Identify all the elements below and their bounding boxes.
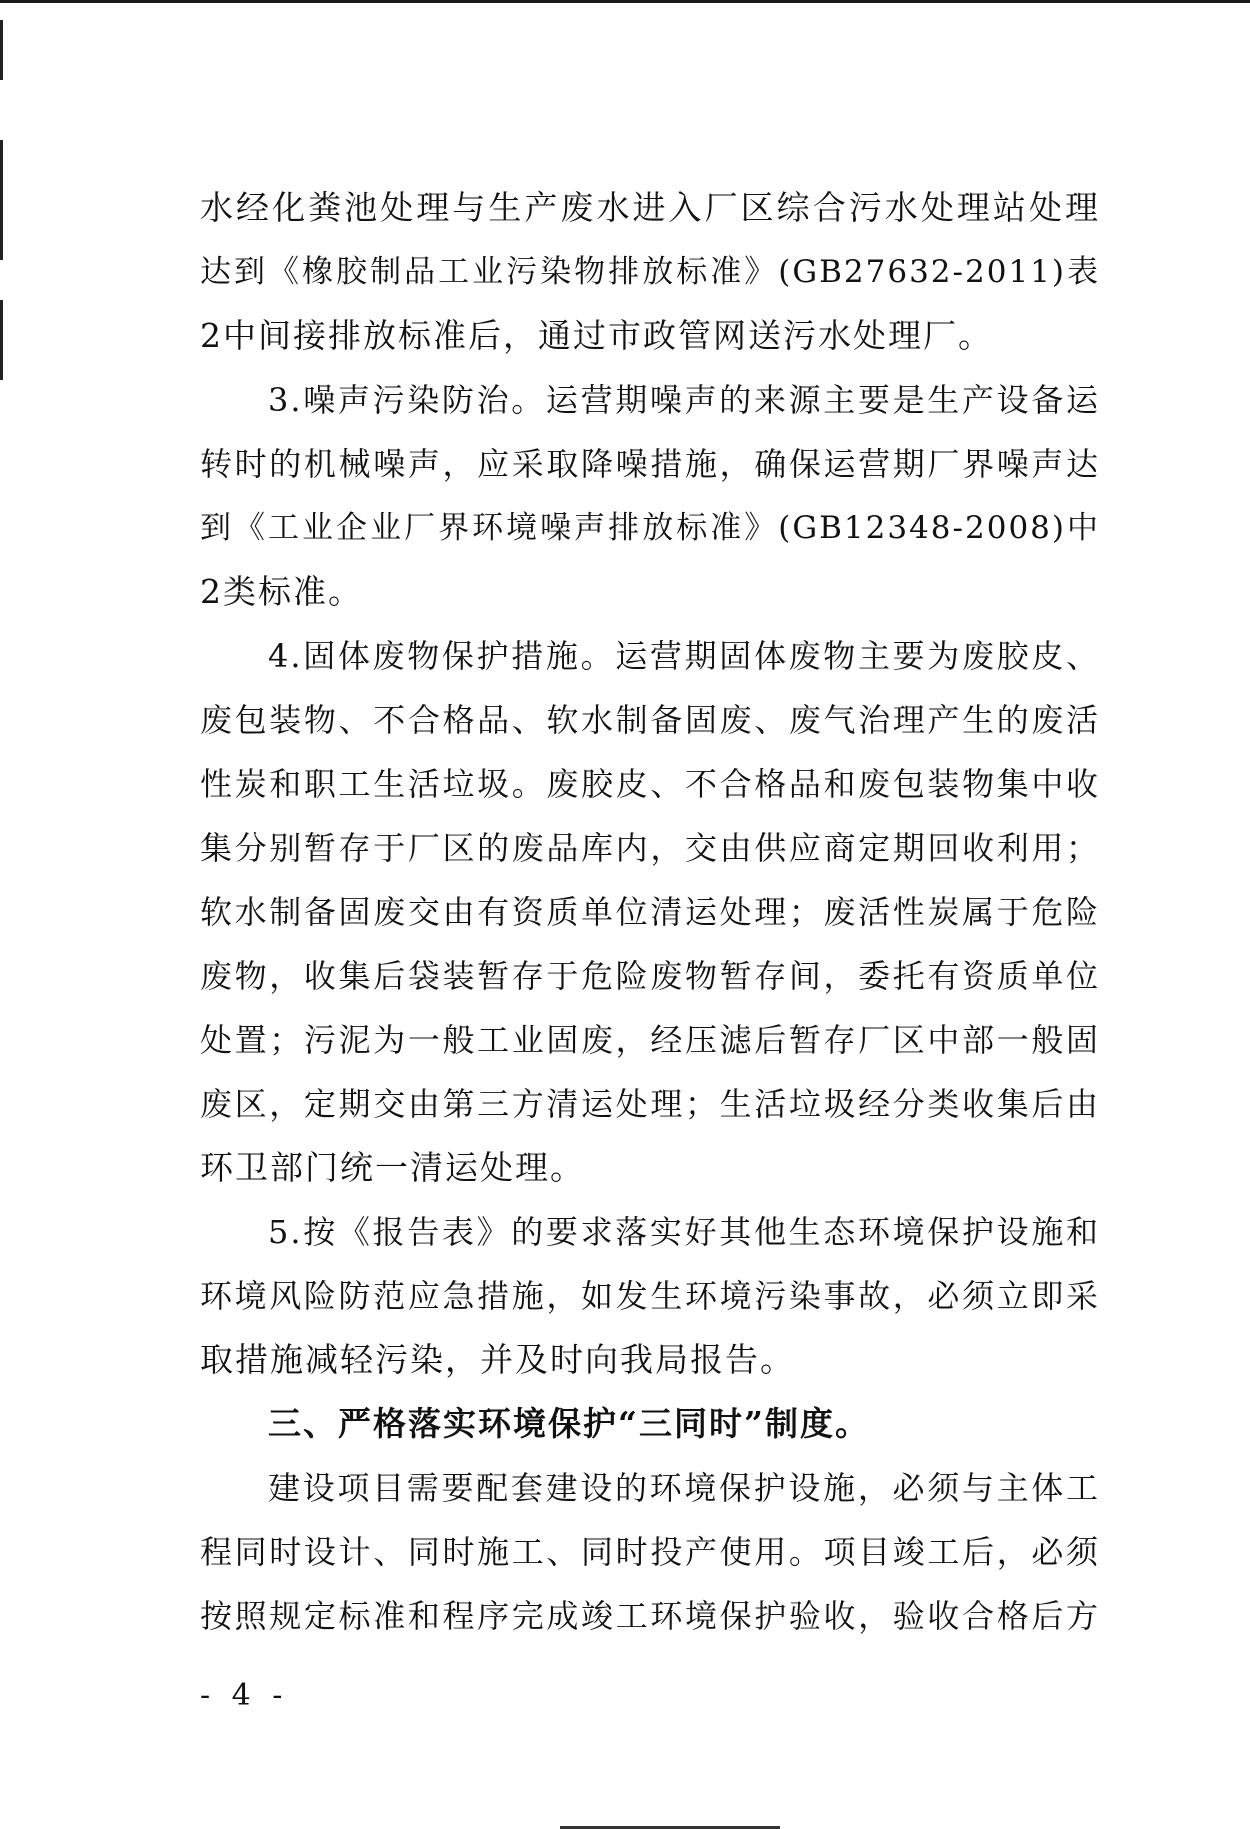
text-line: 废区，定期交由第三方清运处理；生活垃圾经分类收集后由 (200, 1085, 1100, 1123)
text-line: 程同时设计、同时施工、同时投产使用。项目竣工后，必须 (200, 1533, 1100, 1571)
text-line: 4.固体废物保护措施。运营期固体废物主要为废胶皮、 (268, 637, 1100, 675)
text-line: 转时的机械噪声，应采取降噪措施，确保运营期厂界噪声达 (200, 445, 1100, 483)
text-line: 5.按《报告表》的要求落实好其他生态环境保护设施和 (268, 1213, 1100, 1251)
document-body (200, 176, 1100, 1648)
text-line: 按照规定标准和程序完成竣工环境保护验收，验收合格后方 (200, 1597, 1100, 1635)
text-line: 到《工业企业厂界环境噪声排放标准》(GB12348-2008)中 (200, 510, 1100, 546)
text-line: 环境风险防范应急措施，如发生环境污染事故，必须立即采 (200, 1277, 1100, 1315)
page-number: - 4 - (200, 1678, 289, 1713)
text-line: 环卫部门统一清运处理。 (200, 1148, 585, 1187)
text-line: 水经化粪池处理与生产废水进入厂区综合污水处理站处理 (200, 188, 1100, 227)
text-line: 软水制备固废交由有资质单位清运处理；废活性炭属于危险 (200, 893, 1100, 931)
scan-edge-mark (0, 20, 3, 80)
text-line: 处置；污泥为一般工业固废，经压滤后暂存厂区中部一般固 (200, 1021, 1100, 1059)
text-line: 建设项目需要配套建设的环境保护设施，必须与主体工 (268, 1469, 1100, 1507)
scan-top-border (0, 0, 1250, 3)
text-line: 取措施减轻污染，并及时向我局报告。 (200, 1340, 795, 1379)
text-line: 集分别暂存于厂区的废品库内，交由供应商定期回收利用； (200, 829, 1100, 867)
text-line: 性炭和职工生活垃圾。废胶皮、不合格品和废包装物集中收 (200, 765, 1100, 803)
scan-edge-mark (0, 300, 3, 380)
scan-edge-mark (0, 140, 3, 260)
text-line: 废物，收集后袋装暂存于危险废物暂存间，委托有资质单位 (200, 957, 1100, 995)
text-line: 3.噪声污染防治。运营期噪声的来源主要是生产设备运 (268, 381, 1100, 419)
text-line: 废包装物、不合格品、软水制备固废、废气治理产生的废活 (200, 701, 1100, 739)
section-heading-line: 三、严格落实环境保护“三同时”制度。 (268, 1404, 870, 1443)
text-line: 2类标准。 (200, 572, 363, 611)
text-line: 2中间接排放标准后，通过市政管网送污水处理厂。 (200, 316, 993, 355)
text-line: 达到《橡胶制品工业污染物排放标准》(GB27632-2011)表 (200, 254, 1100, 290)
